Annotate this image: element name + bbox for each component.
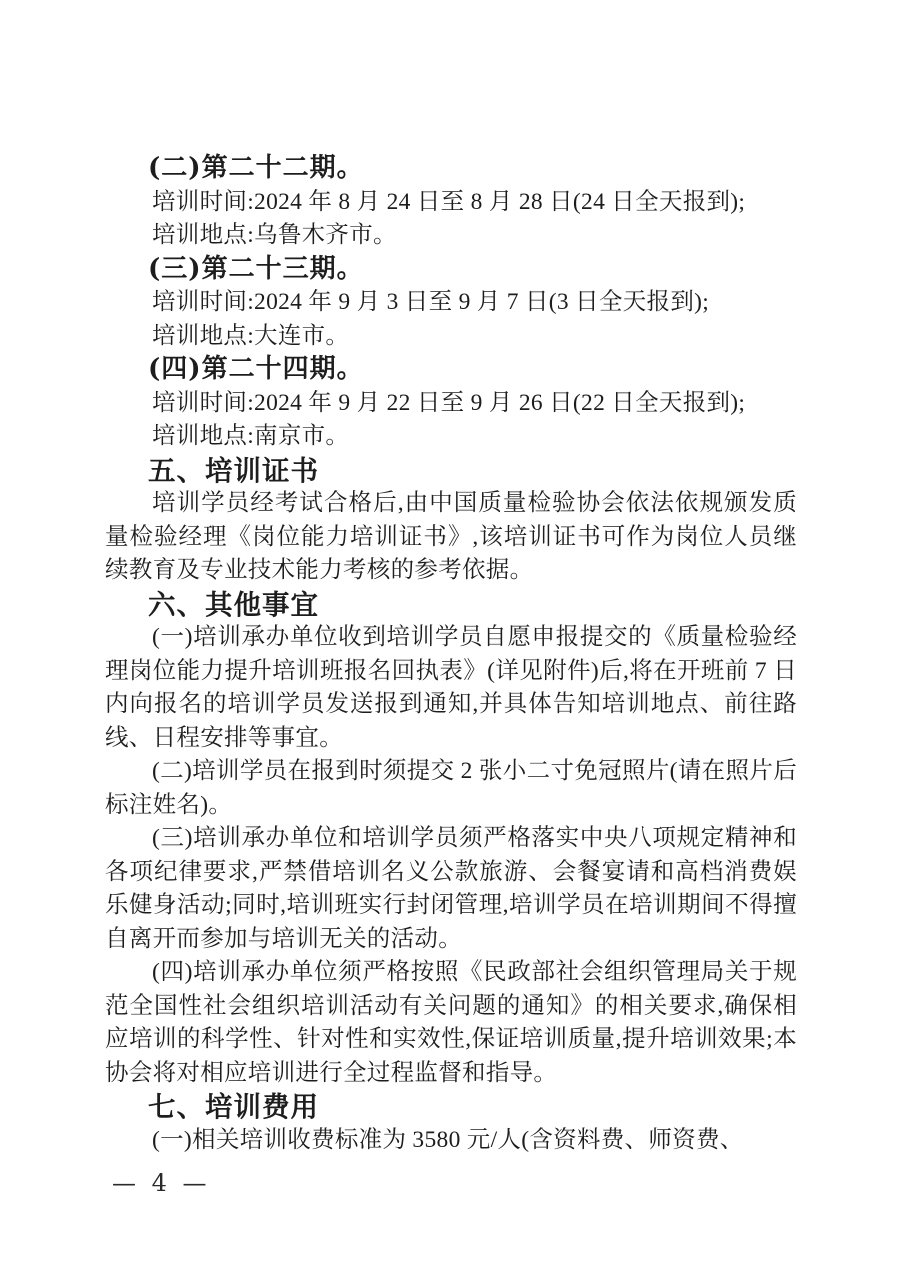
section-heading-certificate: 五、培训证书 bbox=[148, 454, 319, 486]
training-time-phase-24: 培训时间:2024 年 9 月 22 日至 9 月 26 日(22 日全天报到); bbox=[152, 389, 746, 416]
page-number: — 4 — bbox=[112, 1169, 207, 1197]
subsection-heading-phase-22: (二)第二十二期。 bbox=[148, 153, 364, 183]
other-matters-paragraph-3: (三)培训承办单位和培训学员须严格落实中央八项规定精神和各项纪律要求,严禁借培训名义公款旅游、会餐宴请和高档消费娱乐健身活动;同时,培训班实行封闭管理,培训学员在培训期间不得擅自离开而参加与培训无关的活动。 bbox=[105, 825, 797, 952]
section-heading-other-matters: 六、其他事宜 bbox=[148, 588, 319, 620]
other-matters-paragraph-4: (四)培训承办单位须严格按照《民政部社会组织管理局关于规范全国性社会组织培训活动有关问题的通知》的相关要求,确保相应培训的科学性、针对性和实效性,保证培训质量,提升培训效果;本协会将对相应培训进行全过程监督和指导。 bbox=[105, 959, 797, 1086]
certificate-paragraph: 培训学员经考试合格后,由中国质量检验协会依法依规颁发质量检验经理《岗位能力培训证书》,该培训证书可作为岗位人员继续教育及专业技术能力考核的参考依据。 bbox=[105, 490, 797, 583]
subsection-heading-phase-23: (三)第二十三期。 bbox=[148, 253, 364, 284]
subsection-heading-phase-24: (四)第二十四期。 bbox=[148, 354, 364, 384]
fees-paragraph-1: (一)相关培训收费标准为 3580 元/人(含资料费、师资费、 bbox=[152, 1126, 744, 1153]
training-time-phase-22: 培训时间:2024 年 8 月 24 日至 8 月 28 日(24 日全天报到); bbox=[152, 188, 746, 215]
section-heading-fees: 七、培训费用 bbox=[148, 1091, 319, 1122]
training-location-phase-24: 培训地点:南京市。 bbox=[152, 423, 350, 449]
document-content bbox=[105, 152, 797, 1157]
training-location-phase-22: 培训地点:乌鲁木齐市。 bbox=[152, 222, 397, 248]
other-matters-paragraph-1: (一)培训承办单位收到培训学员自愿申报提交的《质量检验经理岗位能力提升培训班报名回执表》(详见附件)后,将在开班前 7 日内向报名的培训学员发送报到通知,并具体告知培训地点、前往路线、日程安排等事宜。 bbox=[105, 624, 797, 751]
other-matters-paragraph-2: (二)培训学员在报到时须提交 2 张小二寸免冠照片(请在照片后标注姓名)。 bbox=[105, 758, 797, 818]
training-time-phase-23: 培训时间:2024 年 9 月 3 日至 9 月 7 日(3 日全天报到); bbox=[152, 289, 710, 315]
training-location-phase-23: 培训地点:大连市。 bbox=[152, 322, 350, 349]
